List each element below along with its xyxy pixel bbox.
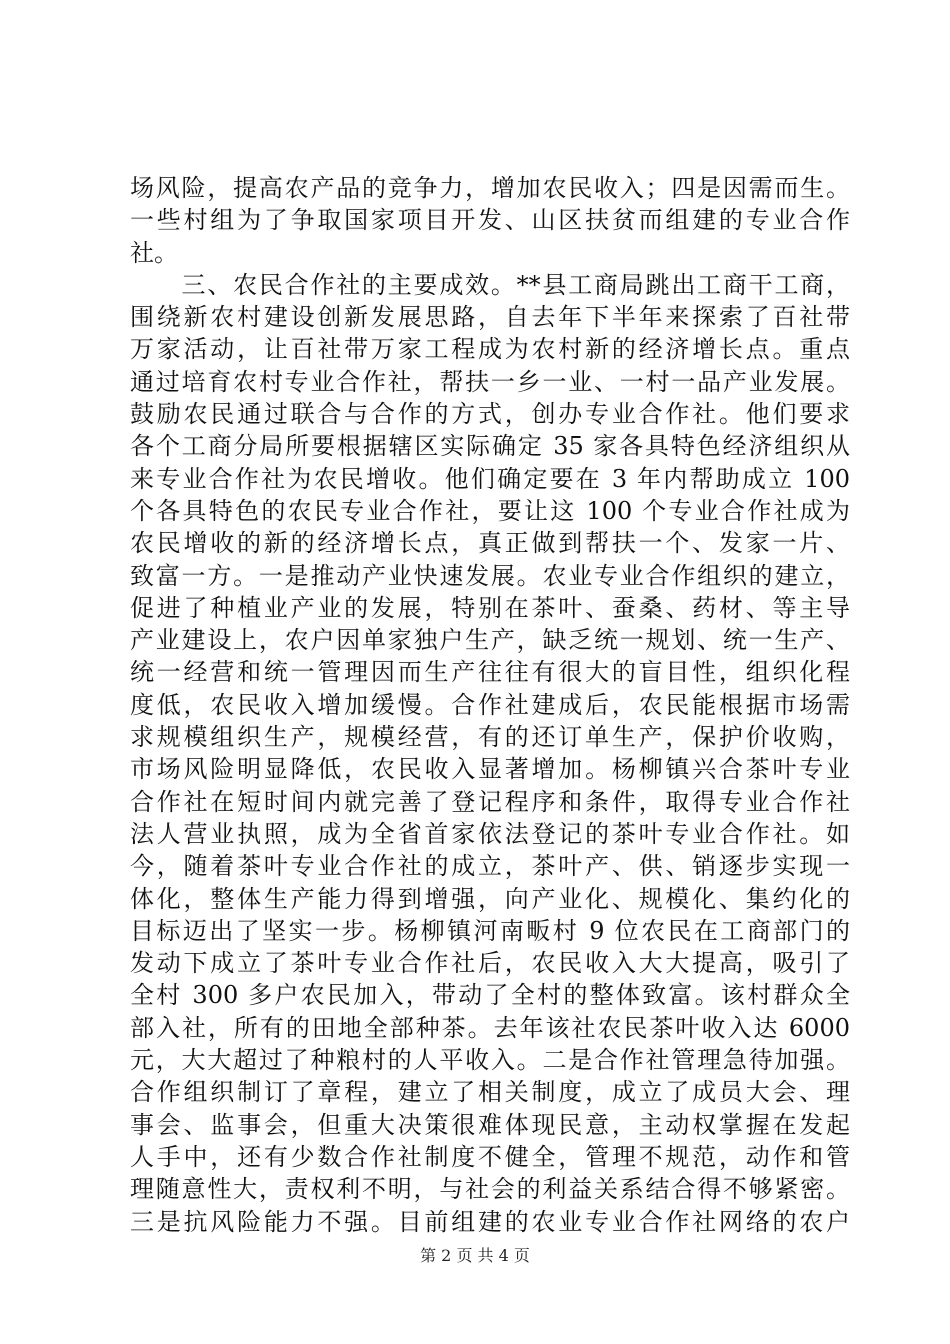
text-line: 致富一方。一是推动产业快速发展。农业专业合作组织的建立， bbox=[130, 561, 850, 590]
text-line: 社。 bbox=[130, 238, 178, 267]
text-line: 来专业合作社为农民增收。他们确定要在 3 年内帮助成立 100 bbox=[130, 464, 850, 493]
text-line: 今，随着茶叶专业合作社的成立，茶叶产、供、销逐步实现一 bbox=[130, 852, 850, 881]
text-line: 个各具特色的农民专业合作社，要让这 100 个专业合作社成为 bbox=[130, 496, 850, 525]
text-line: 部入社，所有的田地全部种茶。去年该社农民茶叶收入达 6000 bbox=[130, 1013, 850, 1042]
text-line: 元，大大超过了种粮村的人平收入。二是合作社管理急待加强。 bbox=[130, 1046, 850, 1075]
text-line: 场风险，提高农产品的竞争力，增加农民收入；四是因需而生。 bbox=[130, 174, 850, 202]
text-line: 法人营业执照，成为全省首家依法登记的茶叶专业合作社。如 bbox=[130, 819, 850, 848]
text-line: 目标迈出了坚实一步。杨柳镇河南畈村 9 位农民在工商部门的 bbox=[130, 916, 850, 945]
text-line: 万家活动，让百社带万家工程成为农村新的经济增长点。重点 bbox=[130, 335, 850, 364]
text-line: 产业建设上，农户因单家独户生产，缺乏统一规划、统一生产、 bbox=[130, 626, 850, 655]
text-line: 各个工商分局所要根据辖区实际确定 35 家各具特色经济组织从 bbox=[130, 432, 850, 461]
text-line: 统一经营和统一管理因而生产往往有很大的盲目性，组织化程 bbox=[130, 658, 850, 687]
text-line: 农民增收的新的经济增长点，真正做到帮扶一个、发家一片、 bbox=[130, 529, 850, 558]
text-line: 人手中，还有少数合作社制度不健全，管理不规范，动作和管 bbox=[130, 1142, 850, 1171]
text-line: 体化，整体生产能力得到增强，向产业化、规模化、集约化的 bbox=[130, 884, 850, 913]
text-line: 一些村组为了争取国家项目开发、山区扶贫而组建的专业合作 bbox=[130, 206, 850, 235]
body-text bbox=[130, 172, 850, 1238]
text-line: 通过培育农村专业合作社，帮扶一乡一业、一村一品产业发展。 bbox=[130, 367, 850, 396]
text-line: 围绕新农村建设创新发展思路，自去年下半年来探索了百社带 bbox=[130, 303, 850, 332]
text-line: 度低，农民收入增加缓慢。合作社建成后，农民能根据市场需 bbox=[130, 690, 850, 719]
text-line: 全村 300 多户农民加入，带动了全村的整体致富。该村群众全 bbox=[130, 981, 850, 1010]
text-line: 求规模组织生产，规模经营，有的还订单生产，保护价收购， bbox=[130, 723, 850, 752]
text-line: 发动下成立了茶叶专业合作社后，农民收入大大提高，吸引了 bbox=[130, 949, 850, 978]
text-line: 三、农民合作社的主要成效。**县工商局跳出工商干工商， bbox=[130, 270, 850, 299]
text-line: 合作社在短时间内就完善了登记程序和条件，取得专业合作社 bbox=[130, 787, 850, 816]
text-line: 事会、监事会，但重大决策很难体现民意，主动权掌握在发起 bbox=[130, 1110, 850, 1139]
text-line: 鼓励农民通过联合与合作的方式，创办专业合作社。他们要求 bbox=[130, 400, 850, 429]
text-line: 市场风险明显降低，农民收入显著增加。杨柳镇兴合茶叶专业 bbox=[130, 755, 850, 784]
text-line: 促进了种植业产业的发展，特别在茶叶、蚕桑、药材、等主导 bbox=[130, 593, 850, 622]
text-line: 理随意性大，责权利不明，与社会的利益关系结合得不够紧密。 bbox=[130, 1175, 850, 1204]
page-footer: 第 2 页 共 4 页 bbox=[420, 1246, 530, 1265]
text-line: 合作组织制订了章程，建立了相关制度，成立了成员大会、理 bbox=[130, 1078, 850, 1107]
text-line: 三是抗风险能力不强。目前组建的农业专业合作社网络的农户 bbox=[130, 1207, 850, 1236]
